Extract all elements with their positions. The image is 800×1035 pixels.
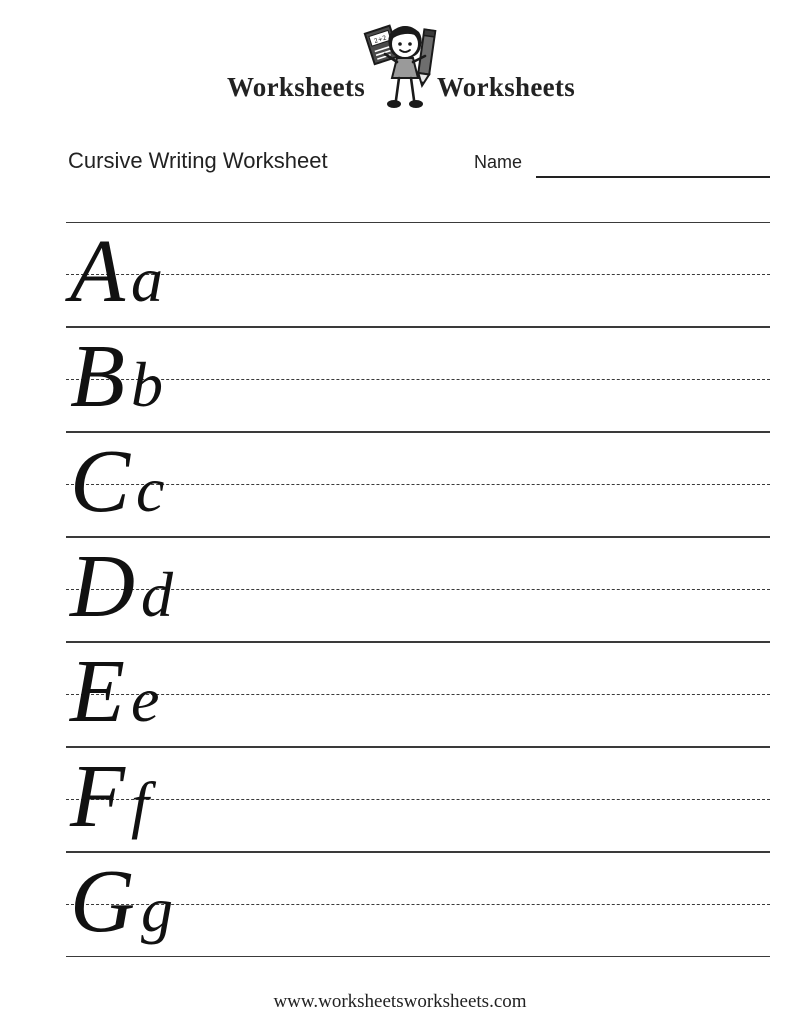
uppercase-letter: E [70,642,131,741]
practice-row [66,432,770,537]
letter-pair [70,531,270,643]
practice-row [66,222,770,327]
letter-pair [70,846,270,958]
brand-word-right: Worksheets [437,72,575,102]
svg-text:2+2: 2+2 [373,34,388,45]
letter-pair [70,741,270,853]
lowercase-letter: e [130,664,166,735]
lowercase-letter: g [141,874,179,945]
lowercase-letter: f [130,769,155,840]
uppercase-letter: D [70,537,141,636]
brand-word-left: Worksheets [227,72,365,102]
uppercase-letter: B [70,327,131,426]
lowercase-letter: d [141,559,179,630]
letter-pair [70,321,270,433]
brand-header [0,14,800,124]
letter-pair [70,426,270,538]
uppercase-letter: C [70,432,137,531]
practice-row [66,747,770,852]
practice-rows [66,222,770,957]
lowercase-letter: a [130,244,169,315]
uppercase-letter: A [70,222,131,321]
worksheet-header [0,148,800,188]
footer-url[interactable]: www.worksheetsworksheets.com [273,991,527,1012]
lowercase-letter: b [130,349,169,420]
letter-pair [70,636,270,748]
name-input-line[interactable] [536,176,770,178]
practice-row [66,327,770,432]
practice-row [66,537,770,642]
page-title: Cursive Writing Worksheet [68,148,328,173]
name-label: Name [474,152,523,172]
practice-row [66,852,770,957]
letter-pair [70,216,270,328]
practice-row [66,642,770,747]
uppercase-letter: F [70,747,131,846]
lowercase-letter: c [136,454,171,525]
uppercase-letter: G [70,852,141,951]
